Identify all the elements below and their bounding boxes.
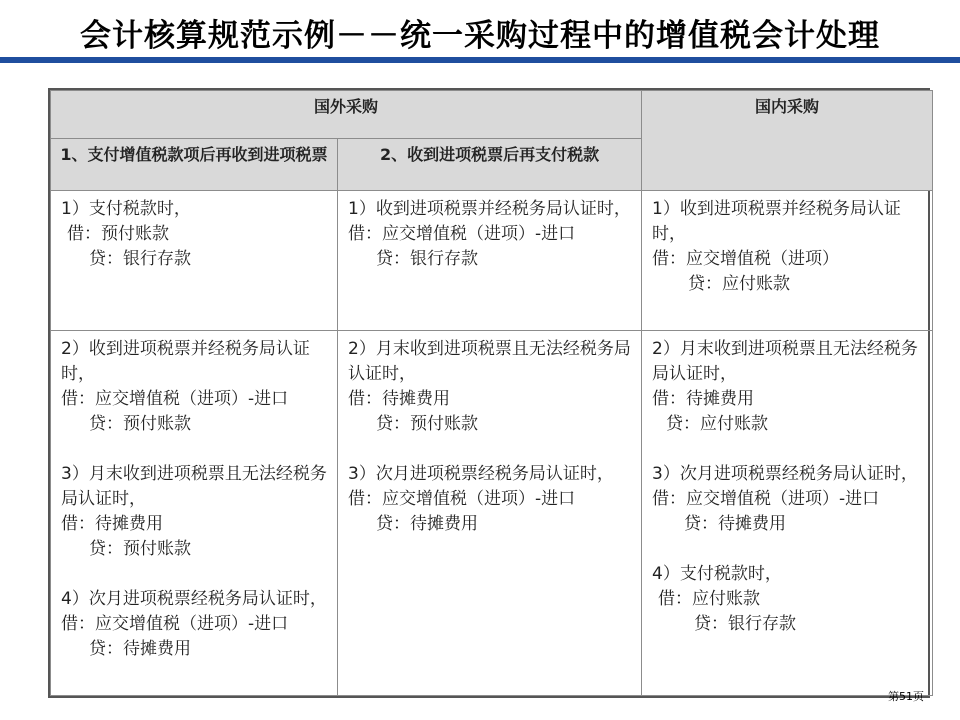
entry-debit: 借：应交增值税（进项）	[652, 249, 840, 269]
cell-row1-foreign-pay-first	[51, 191, 338, 331]
page-number: 第51页	[888, 690, 924, 703]
entry-step: 2）月末收到进项税票且无法经税务局认证时，	[348, 339, 631, 384]
entry-step: 4）次月进项税票经税务局认证时，	[61, 589, 327, 609]
page-title: 会计核算规范示例－－统一采购过程中的增值税会计处理	[80, 18, 880, 54]
entry-credit: 贷：待摊费用	[89, 639, 191, 659]
entry-step: 1）收到进项税票并经税务局认证时，	[652, 199, 901, 244]
entry-credit: 贷：待摊费用	[376, 514, 478, 534]
entry-debit: 借：应交增值税（进项）-进口	[61, 389, 289, 409]
entry-step: 1）支付税款时，	[61, 199, 191, 219]
entry-debit: 借：应交增值税（进项）-进口	[348, 489, 576, 509]
cell-row1-domestic	[642, 191, 933, 331]
entry-step: 3）次月进项税票经税务局认证时，	[652, 464, 918, 484]
cell-row2-domestic	[642, 331, 933, 696]
entry-debit: 借：应交增值税（进项）-进口	[61, 614, 289, 634]
journal-entry	[61, 587, 329, 662]
journal-entry	[652, 562, 924, 637]
journal-entry	[61, 197, 329, 272]
entry-credit: 贷：预付账款	[376, 414, 478, 434]
header-foreign-pay-first: 1、支付增值税款项后再收到进项税票	[51, 139, 338, 191]
entry-credit: 贷：银行存款	[89, 249, 191, 269]
entry-step: 2）收到进项税票并经税务局认证时，	[61, 339, 310, 384]
entry-debit: 借：待摊费用	[348, 389, 450, 409]
entry-debit: 借：预付账款	[67, 224, 169, 244]
title-rule	[0, 57, 960, 63]
entry-credit: 贷：应付账款	[666, 414, 769, 434]
journal-entry	[652, 197, 924, 297]
entry-credit: 贷：预付账款	[89, 414, 191, 434]
entry-debit: 借：应交增值税（进项）-进口	[652, 489, 880, 509]
journal-entry	[61, 462, 329, 562]
entry-credit: 贷：预付账款	[89, 539, 191, 559]
header-foreign-purchase: 国外采购	[51, 91, 642, 139]
entry-step: 4）支付税款时，	[652, 564, 782, 584]
entry-credit: 贷：银行存款	[376, 249, 478, 269]
journal-entry	[652, 462, 924, 537]
cell-row2-foreign-invoice-first	[338, 331, 642, 696]
entry-step: 1）收到进项税票并经税务局认证时，	[348, 199, 631, 219]
entry-debit: 借：应交增值税（进项）-进口	[348, 224, 576, 244]
journal-entry	[348, 337, 633, 437]
entry-debit: 借：待摊费用	[61, 514, 163, 534]
entry-debit: 借：应付账款	[658, 589, 761, 609]
cell-row1-foreign-invoice-first	[338, 191, 642, 331]
journal-entry	[348, 197, 633, 272]
journal-entry	[652, 337, 924, 437]
journal-entry	[61, 337, 329, 437]
entry-credit: 贷：待摊费用	[684, 514, 787, 534]
header-foreign-invoice-first: 2、收到进项税票后再支付税款	[338, 139, 642, 191]
entry-step: 2）月末收到进项税票且无法经税务局认证时，	[652, 339, 918, 384]
entry-step: 3）月末收到进项税票且无法经税务局认证时，	[61, 464, 327, 509]
entry-credit: 贷：应付账款	[688, 274, 791, 294]
entry-step: 3）次月进项税票经税务局认证时，	[348, 464, 614, 484]
entry-credit: 贷：银行存款	[694, 614, 797, 634]
header-domestic-purchase: 国内采购	[642, 91, 933, 191]
cell-row2-foreign-pay-first	[51, 331, 338, 696]
entry-debit: 借：待摊费用	[652, 389, 755, 409]
vat-accounting-table	[48, 88, 930, 698]
journal-entry	[348, 462, 633, 537]
